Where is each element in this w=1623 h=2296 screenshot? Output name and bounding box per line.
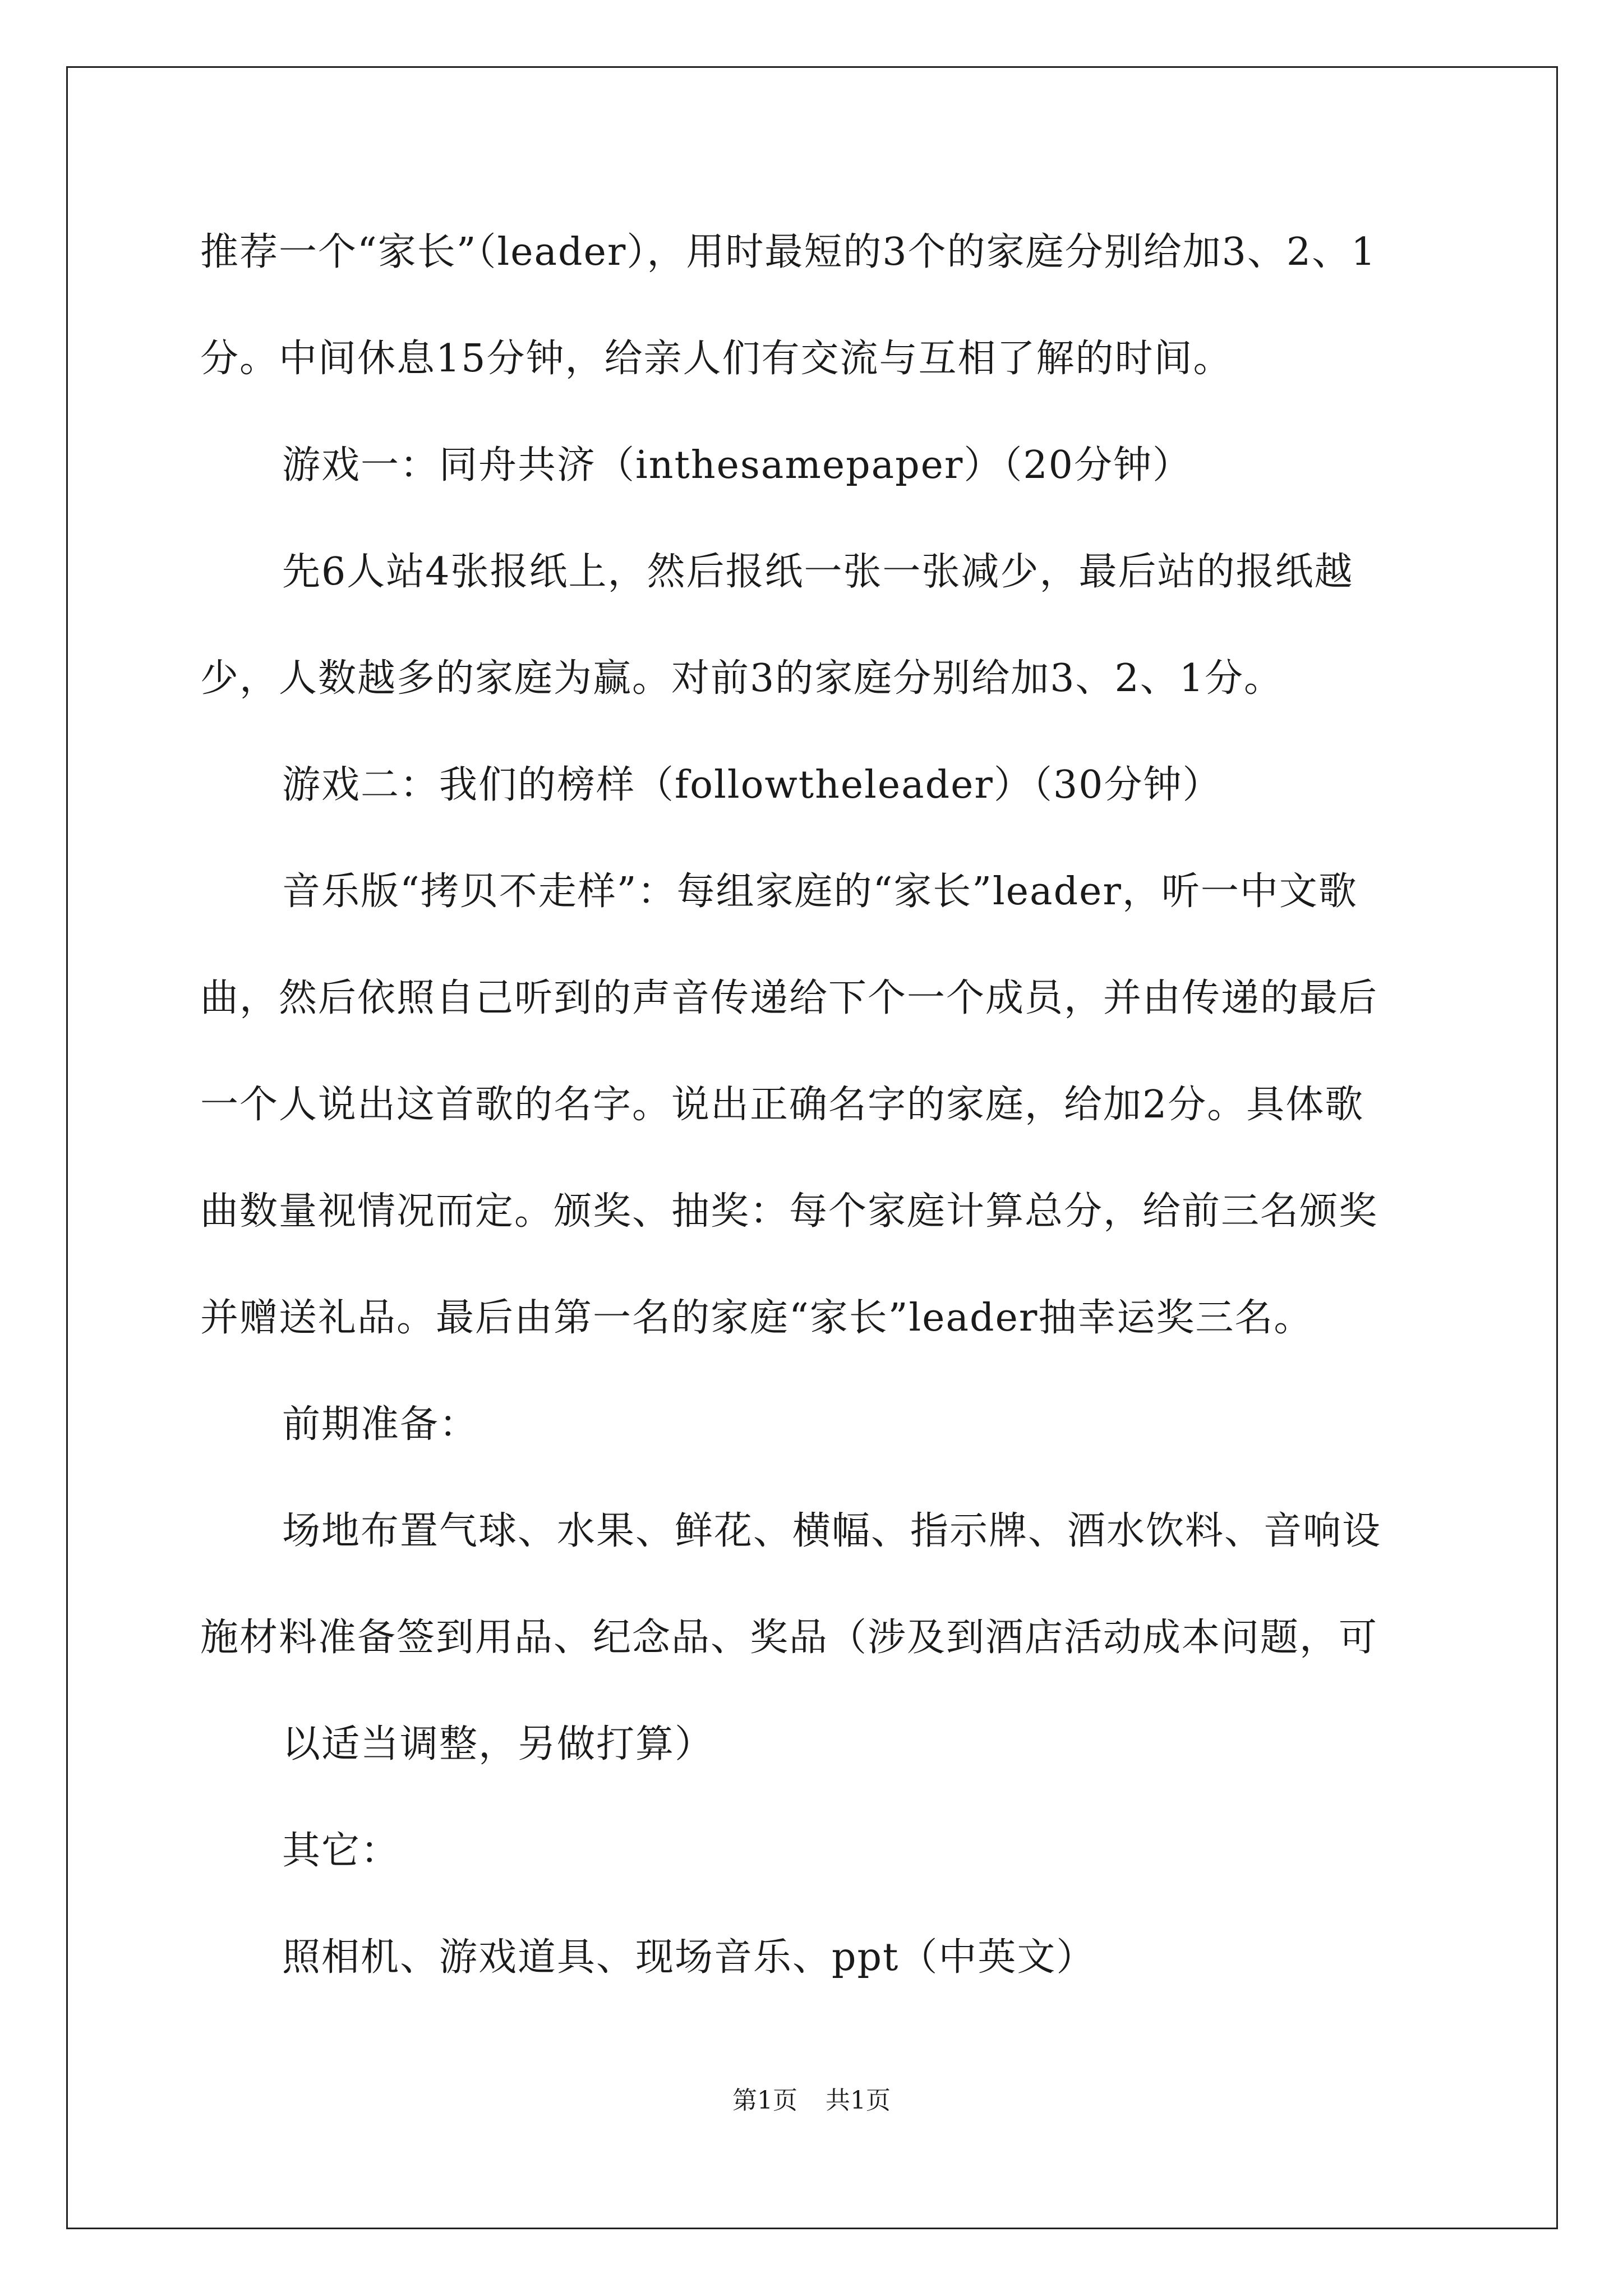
body-line: 一个人说出这首歌的名字。说出正确名字的家庭，给加2分。具体歌 bbox=[200, 1083, 1364, 1127]
body-line: 场地布置气球、水果、鲜花、横幅、指示牌、酒水饮料、音响设 bbox=[282, 1509, 1382, 1553]
body-line: 施材料准备签到用品、纪念品、奖品（涉及到酒店活动成本问题，可 bbox=[200, 1616, 1378, 1660]
section-heading: 游戏二：我们的榜样（followtheleader）（30分钟） bbox=[282, 763, 1222, 807]
body-line: 并赠送礼品。最后由第一名的家庭“家长”leader抽幸运奖三名。 bbox=[200, 1296, 1313, 1340]
page-total: 共1页 bbox=[826, 2086, 891, 2115]
body-line: 先6人站4张报纸上，然后报纸一张一张减少，最后站的报纸越 bbox=[282, 550, 1354, 594]
body-line: 以适当调整，另做打算） bbox=[282, 1722, 714, 1766]
section-heading: 其它： bbox=[282, 1829, 400, 1873]
body-line: 曲数量视情况而定。颁奖、抽奖：每个家庭计算总分，给前三名颁奖 bbox=[200, 1189, 1378, 1234]
page-footer bbox=[0, 2084, 1623, 2118]
body-line: 少，人数越多的家庭为赢。对前3的家庭分别给加3、2、1分。 bbox=[200, 656, 1284, 701]
section-heading: 游戏一：同舟共济（inthesamepaper）（20分钟） bbox=[282, 443, 1192, 487]
body-line: 推荐一个“家长”（leader），用时最短的3个的家庭分别给加3、2、1 bbox=[200, 230, 1377, 274]
body-line: 音乐版“拷贝不走样”：每组家庭的“家长”leader，听一中文歌 bbox=[282, 869, 1358, 914]
page-border bbox=[66, 66, 1558, 2229]
page-number: 第1页 bbox=[732, 2086, 797, 2115]
section-heading: 前期准备： bbox=[282, 1402, 479, 1447]
body-line: 照相机、游戏道具、现场音乐、ppt（中英文） bbox=[282, 1935, 1096, 1980]
body-line: 分。中间休息15分钟，给亲人们有交流与互相了解的时间。 bbox=[200, 337, 1233, 381]
body-line: 曲，然后依照自己听到的声音传递给下个一个成员，并由传递的最后 bbox=[200, 976, 1378, 1020]
